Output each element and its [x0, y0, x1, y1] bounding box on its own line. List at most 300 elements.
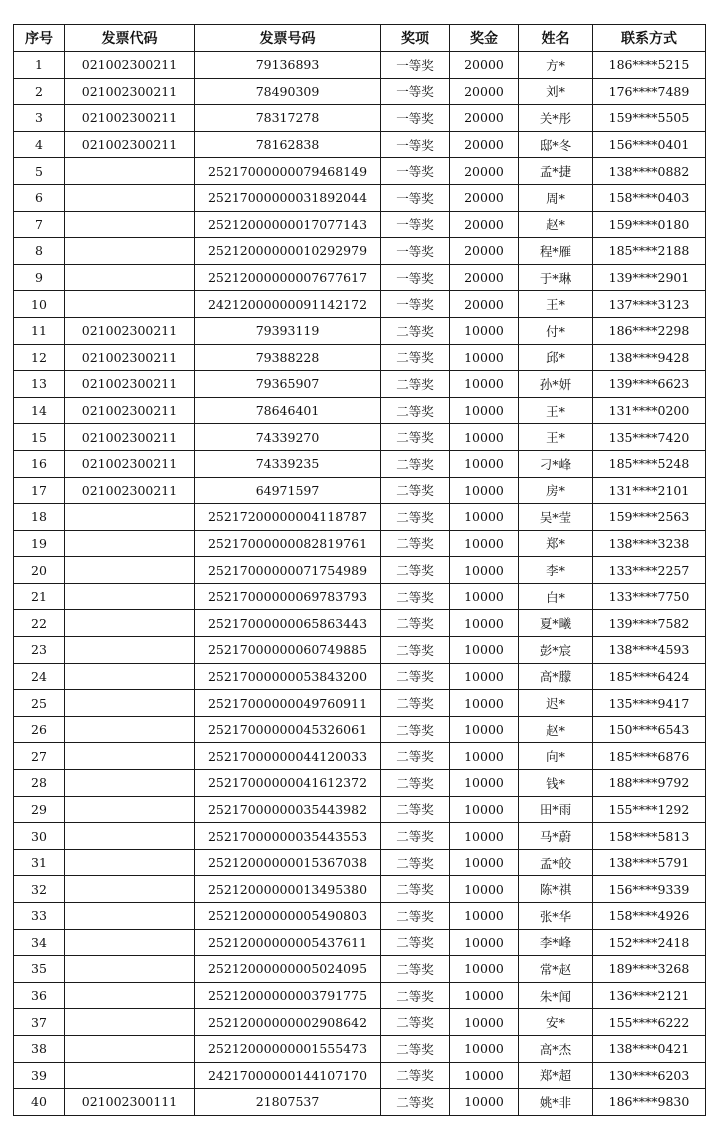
cell-contact: 138****5791 — [593, 849, 706, 876]
cell-prize: 二等奖 — [381, 690, 450, 717]
cell-name: 刁*峰 — [519, 450, 593, 477]
table-row — [14, 264, 706, 291]
cell-invoice-code — [65, 876, 195, 903]
cell-name: 王* — [519, 397, 593, 424]
cell-invoice-number: 25212000000015367038 — [195, 849, 381, 876]
table-row — [14, 344, 706, 371]
cell-prize: 二等奖 — [381, 450, 450, 477]
cell-prize: 一等奖 — [381, 211, 450, 238]
cell-name: 邱* — [519, 344, 593, 371]
cell-amount: 20000 — [450, 158, 519, 185]
cell-invoice-code — [65, 929, 195, 956]
table-row — [14, 663, 706, 690]
cell-contact: 136****2121 — [593, 982, 706, 1009]
cell-contact: 131****2101 — [593, 477, 706, 504]
cell-amount: 10000 — [450, 716, 519, 743]
cell-invoice-code — [65, 956, 195, 983]
cell-name: 吴*莹 — [519, 504, 593, 531]
cell-prize: 二等奖 — [381, 637, 450, 664]
cell-index: 14 — [14, 397, 65, 424]
cell-invoice-number: 25217000000079468149 — [195, 158, 381, 185]
cell-contact: 135****9417 — [593, 690, 706, 717]
cell-name: 赵* — [519, 211, 593, 238]
cell-name: 高*朦 — [519, 663, 593, 690]
table-row — [14, 504, 706, 531]
header-invoice-code: 发票代码 — [65, 25, 195, 52]
cell-name: 马*蔚 — [519, 823, 593, 850]
cell-index: 6 — [14, 184, 65, 211]
cell-invoice-number: 24217000000144107170 — [195, 1062, 381, 1089]
cell-prize: 二等奖 — [381, 663, 450, 690]
cell-index: 17 — [14, 477, 65, 504]
cell-prize: 二等奖 — [381, 530, 450, 557]
cell-contact: 158****4926 — [593, 903, 706, 930]
table-row — [14, 184, 706, 211]
cell-amount: 10000 — [450, 371, 519, 398]
cell-contact: 159****5505 — [593, 105, 706, 132]
cell-name: 张*华 — [519, 903, 593, 930]
cell-index: 9 — [14, 264, 65, 291]
cell-name: 关*彤 — [519, 105, 593, 132]
cell-contact: 176****7489 — [593, 78, 706, 105]
cell-invoice-code — [65, 1035, 195, 1062]
table-row — [14, 105, 706, 132]
cell-index: 11 — [14, 317, 65, 344]
cell-name: 程*雁 — [519, 238, 593, 265]
cell-amount: 20000 — [450, 264, 519, 291]
cell-invoice-code: 021002300211 — [65, 424, 195, 451]
cell-index: 18 — [14, 504, 65, 531]
cell-amount: 20000 — [450, 291, 519, 318]
cell-prize: 一等奖 — [381, 291, 450, 318]
cell-prize: 二等奖 — [381, 849, 450, 876]
cell-invoice-code — [65, 291, 195, 318]
cell-invoice-number: 78646401 — [195, 397, 381, 424]
cell-name: 白* — [519, 583, 593, 610]
cell-prize: 二等奖 — [381, 796, 450, 823]
cell-name: 李* — [519, 557, 593, 584]
cell-index: 16 — [14, 450, 65, 477]
cell-amount: 20000 — [450, 52, 519, 79]
cell-invoice-number: 25217000000049760911 — [195, 690, 381, 717]
cell-contact: 189****3268 — [593, 956, 706, 983]
header-name: 姓名 — [519, 25, 593, 52]
cell-index: 3 — [14, 105, 65, 132]
cell-prize: 二等奖 — [381, 770, 450, 797]
cell-invoice-code — [65, 1009, 195, 1036]
table-row — [14, 982, 706, 1009]
cell-index: 5 — [14, 158, 65, 185]
cell-index: 20 — [14, 557, 65, 584]
cell-name: 王* — [519, 424, 593, 451]
cell-amount: 10000 — [450, 317, 519, 344]
table-row — [14, 690, 706, 717]
cell-prize: 一等奖 — [381, 184, 450, 211]
cell-name: 王* — [519, 291, 593, 318]
cell-name: 陈*祺 — [519, 876, 593, 903]
cell-name: 安* — [519, 1009, 593, 1036]
cell-amount: 10000 — [450, 504, 519, 531]
cell-amount: 10000 — [450, 849, 519, 876]
table-header-row — [14, 25, 706, 52]
cell-contact: 133****7750 — [593, 583, 706, 610]
table-row — [14, 929, 706, 956]
cell-amount: 20000 — [450, 131, 519, 158]
cell-index: 1 — [14, 52, 65, 79]
cell-invoice-number: 79393119 — [195, 317, 381, 344]
cell-contact: 137****3123 — [593, 291, 706, 318]
cell-prize: 二等奖 — [381, 557, 450, 584]
cell-contact: 133****2257 — [593, 557, 706, 584]
cell-invoice-number: 25212000000002908642 — [195, 1009, 381, 1036]
cell-index: 27 — [14, 743, 65, 770]
cell-invoice-code — [65, 663, 195, 690]
cell-amount: 20000 — [450, 211, 519, 238]
cell-amount: 10000 — [450, 743, 519, 770]
cell-prize: 二等奖 — [381, 424, 450, 451]
cell-index: 37 — [14, 1009, 65, 1036]
cell-contact: 185****2188 — [593, 238, 706, 265]
table-row — [14, 530, 706, 557]
cell-amount: 10000 — [450, 903, 519, 930]
cell-name: 姚*非 — [519, 1089, 593, 1116]
cell-name: 朱*闻 — [519, 982, 593, 1009]
cell-invoice-number: 64971597 — [195, 477, 381, 504]
table-row — [14, 1009, 706, 1036]
cell-prize: 二等奖 — [381, 1089, 450, 1116]
cell-prize: 二等奖 — [381, 371, 450, 398]
cell-contact: 135****7420 — [593, 424, 706, 451]
cell-invoice-code — [65, 849, 195, 876]
cell-invoice-number: 25217000000065863443 — [195, 610, 381, 637]
table-row — [14, 1062, 706, 1089]
cell-amount: 10000 — [450, 770, 519, 797]
cell-contact: 130****6203 — [593, 1062, 706, 1089]
cell-amount: 20000 — [450, 184, 519, 211]
cell-invoice-number: 78490309 — [195, 78, 381, 105]
cell-index: 8 — [14, 238, 65, 265]
table-row — [14, 238, 706, 265]
cell-invoice-number: 25217000000031892044 — [195, 184, 381, 211]
cell-prize: 二等奖 — [381, 823, 450, 850]
table-row — [14, 637, 706, 664]
cell-name: 彭*宸 — [519, 637, 593, 664]
cell-amount: 10000 — [450, 1009, 519, 1036]
cell-name: 方* — [519, 52, 593, 79]
cell-contact: 131****0200 — [593, 397, 706, 424]
cell-contact: 186****9830 — [593, 1089, 706, 1116]
table-row — [14, 131, 706, 158]
table-row — [14, 1035, 706, 1062]
cell-contact: 188****9792 — [593, 770, 706, 797]
cell-invoice-number: 25212000000001555473 — [195, 1035, 381, 1062]
cell-name: 周* — [519, 184, 593, 211]
table-row — [14, 743, 706, 770]
cell-prize: 二等奖 — [381, 982, 450, 1009]
table-row — [14, 371, 706, 398]
cell-name: 房* — [519, 477, 593, 504]
cell-invoice-code — [65, 610, 195, 637]
cell-invoice-code: 021002300211 — [65, 131, 195, 158]
table-row — [14, 477, 706, 504]
table-row — [14, 78, 706, 105]
cell-invoice-number: 25212000000007677617 — [195, 264, 381, 291]
cell-index: 7 — [14, 211, 65, 238]
cell-contact: 138****3238 — [593, 530, 706, 557]
cell-name: 刘* — [519, 78, 593, 105]
cell-name: 孟*捷 — [519, 158, 593, 185]
cell-index: 26 — [14, 716, 65, 743]
cell-index: 12 — [14, 344, 65, 371]
table-body — [14, 52, 706, 1116]
cell-contact: 139****7582 — [593, 610, 706, 637]
header-amount: 奖金 — [450, 25, 519, 52]
cell-prize: 二等奖 — [381, 1062, 450, 1089]
cell-prize: 二等奖 — [381, 929, 450, 956]
cell-contact: 155****1292 — [593, 796, 706, 823]
cell-prize: 二等奖 — [381, 610, 450, 637]
cell-contact: 158****5813 — [593, 823, 706, 850]
cell-prize: 一等奖 — [381, 78, 450, 105]
cell-index: 24 — [14, 663, 65, 690]
cell-index: 40 — [14, 1089, 65, 1116]
cell-amount: 10000 — [450, 583, 519, 610]
cell-invoice-code — [65, 583, 195, 610]
header-invoice-number: 发票号码 — [195, 25, 381, 52]
table-row — [14, 397, 706, 424]
cell-invoice-code — [65, 211, 195, 238]
header-contact: 联系方式 — [593, 25, 706, 52]
table-row — [14, 158, 706, 185]
cell-prize: 二等奖 — [381, 1009, 450, 1036]
header-index: 序号 — [14, 25, 65, 52]
cell-invoice-number: 25212000000005024095 — [195, 956, 381, 983]
cell-name: 迟* — [519, 690, 593, 717]
cell-name: 孟*皎 — [519, 849, 593, 876]
cell-name: 高*杰 — [519, 1035, 593, 1062]
cell-invoice-number: 78162838 — [195, 131, 381, 158]
cell-name: 邸*冬 — [519, 131, 593, 158]
cell-prize: 一等奖 — [381, 105, 450, 132]
cell-index: 23 — [14, 637, 65, 664]
table-row — [14, 424, 706, 451]
table-row — [14, 583, 706, 610]
cell-invoice-code: 021002300211 — [65, 371, 195, 398]
cell-amount: 10000 — [450, 397, 519, 424]
cell-index: 33 — [14, 903, 65, 930]
cell-amount: 10000 — [450, 690, 519, 717]
cell-contact: 138****4593 — [593, 637, 706, 664]
cell-amount: 10000 — [450, 876, 519, 903]
cell-invoice-number: 25217000000035443553 — [195, 823, 381, 850]
table-row — [14, 52, 706, 79]
table-row — [14, 211, 706, 238]
cell-invoice-code — [65, 504, 195, 531]
cell-amount: 10000 — [450, 557, 519, 584]
cell-index: 38 — [14, 1035, 65, 1062]
table-row — [14, 610, 706, 637]
table-row — [14, 716, 706, 743]
cell-amount: 10000 — [450, 610, 519, 637]
cell-amount: 10000 — [450, 424, 519, 451]
cell-amount: 10000 — [450, 1062, 519, 1089]
cell-invoice-number: 25212000000017077143 — [195, 211, 381, 238]
cell-contact: 138****0882 — [593, 158, 706, 185]
cell-prize: 二等奖 — [381, 317, 450, 344]
cell-amount: 10000 — [450, 663, 519, 690]
cell-contact: 158****0403 — [593, 184, 706, 211]
cell-invoice-number: 25212000000005490803 — [195, 903, 381, 930]
table-row — [14, 317, 706, 344]
cell-prize: 一等奖 — [381, 238, 450, 265]
cell-index: 21 — [14, 583, 65, 610]
cell-contact: 156****9339 — [593, 876, 706, 903]
table-row — [14, 903, 706, 930]
cell-contact: 185****5248 — [593, 450, 706, 477]
cell-prize: 二等奖 — [381, 716, 450, 743]
cell-name: 付* — [519, 317, 593, 344]
cell-invoice-number: 25217000000035443982 — [195, 796, 381, 823]
cell-prize: 二等奖 — [381, 397, 450, 424]
cell-prize: 二等奖 — [381, 477, 450, 504]
cell-amount: 10000 — [450, 530, 519, 557]
cell-invoice-code: 021002300111 — [65, 1089, 195, 1116]
table-row — [14, 1089, 706, 1116]
cell-index: 34 — [14, 929, 65, 956]
cell-prize: 二等奖 — [381, 956, 450, 983]
cell-index: 4 — [14, 131, 65, 158]
cell-invoice-number: 25217000000082819761 — [195, 530, 381, 557]
cell-invoice-code: 021002300211 — [65, 52, 195, 79]
cell-index: 2 — [14, 78, 65, 105]
cell-invoice-code — [65, 982, 195, 1009]
cell-contact: 150****6543 — [593, 716, 706, 743]
cell-index: 35 — [14, 956, 65, 983]
cell-contact: 156****0401 — [593, 131, 706, 158]
cell-prize: 一等奖 — [381, 52, 450, 79]
cell-contact: 138****9428 — [593, 344, 706, 371]
cell-index: 10 — [14, 291, 65, 318]
cell-invoice-number: 25212000000003791775 — [195, 982, 381, 1009]
table-row — [14, 450, 706, 477]
cell-index: 22 — [14, 610, 65, 637]
cell-amount: 10000 — [450, 1089, 519, 1116]
cell-invoice-code — [65, 1062, 195, 1089]
cell-invoice-number: 25217200000004118787 — [195, 504, 381, 531]
cell-invoice-code: 021002300211 — [65, 78, 195, 105]
cell-invoice-number: 24212000000091142172 — [195, 291, 381, 318]
cell-invoice-code — [65, 184, 195, 211]
cell-invoice-number: 25217000000053843200 — [195, 663, 381, 690]
cell-index: 30 — [14, 823, 65, 850]
cell-index: 19 — [14, 530, 65, 557]
cell-index: 29 — [14, 796, 65, 823]
table-row — [14, 796, 706, 823]
table-row — [14, 956, 706, 983]
cell-invoice-code — [65, 557, 195, 584]
cell-invoice-code — [65, 264, 195, 291]
cell-invoice-code — [65, 770, 195, 797]
cell-amount: 10000 — [450, 450, 519, 477]
cell-index: 36 — [14, 982, 65, 1009]
cell-invoice-number: 78317278 — [195, 105, 381, 132]
cell-invoice-number: 25212000000005437611 — [195, 929, 381, 956]
cell-invoice-code: 021002300211 — [65, 450, 195, 477]
cell-index: 13 — [14, 371, 65, 398]
cell-amount: 10000 — [450, 477, 519, 504]
cell-name: 郑*超 — [519, 1062, 593, 1089]
cell-prize: 一等奖 — [381, 131, 450, 158]
cell-amount: 20000 — [450, 78, 519, 105]
cell-contact: 138****0421 — [593, 1035, 706, 1062]
cell-prize: 二等奖 — [381, 876, 450, 903]
cell-invoice-number: 74339270 — [195, 424, 381, 451]
cell-invoice-number: 25217000000069783793 — [195, 583, 381, 610]
cell-prize: 二等奖 — [381, 504, 450, 531]
cell-prize: 二等奖 — [381, 1035, 450, 1062]
cell-contact: 186****5215 — [593, 52, 706, 79]
cell-invoice-code — [65, 637, 195, 664]
cell-name: 李*峰 — [519, 929, 593, 956]
cell-invoice-number: 25217000000044120033 — [195, 743, 381, 770]
table-row — [14, 770, 706, 797]
cell-invoice-code: 021002300211 — [65, 477, 195, 504]
cell-contact: 159****0180 — [593, 211, 706, 238]
cell-prize: 二等奖 — [381, 583, 450, 610]
cell-invoice-number: 74339235 — [195, 450, 381, 477]
cell-invoice-number: 25212000000010292979 — [195, 238, 381, 265]
cell-index: 31 — [14, 849, 65, 876]
cell-index: 32 — [14, 876, 65, 903]
cell-amount: 10000 — [450, 929, 519, 956]
cell-contact: 159****2563 — [593, 504, 706, 531]
cell-prize: 一等奖 — [381, 264, 450, 291]
cell-name: 赵* — [519, 716, 593, 743]
cell-contact: 185****6424 — [593, 663, 706, 690]
table-row — [14, 291, 706, 318]
cell-invoice-number: 79136893 — [195, 52, 381, 79]
cell-invoice-code — [65, 716, 195, 743]
cell-amount: 10000 — [450, 823, 519, 850]
cell-contact: 139****2901 — [593, 264, 706, 291]
cell-prize: 二等奖 — [381, 344, 450, 371]
cell-invoice-code: 021002300211 — [65, 317, 195, 344]
cell-invoice-code — [65, 796, 195, 823]
cell-invoice-code — [65, 743, 195, 770]
cell-amount: 10000 — [450, 982, 519, 1009]
table-row — [14, 849, 706, 876]
cell-invoice-number: 21807537 — [195, 1089, 381, 1116]
cell-contact: 185****6876 — [593, 743, 706, 770]
header-prize: 奖项 — [381, 25, 450, 52]
cell-name: 田*雨 — [519, 796, 593, 823]
cell-name: 孙*妍 — [519, 371, 593, 398]
cell-index: 15 — [14, 424, 65, 451]
cell-invoice-code — [65, 530, 195, 557]
cell-amount: 10000 — [450, 637, 519, 664]
table-row — [14, 557, 706, 584]
cell-invoice-number: 79365907 — [195, 371, 381, 398]
table-row — [14, 823, 706, 850]
cell-contact: 152****2418 — [593, 929, 706, 956]
cell-name: 郑* — [519, 530, 593, 557]
cell-name: 夏*曦 — [519, 610, 593, 637]
cell-invoice-number: 25217000000071754989 — [195, 557, 381, 584]
cell-amount: 20000 — [450, 238, 519, 265]
cell-amount: 10000 — [450, 344, 519, 371]
winners-table — [13, 24, 706, 1116]
cell-invoice-number: 25217000000045326061 — [195, 716, 381, 743]
